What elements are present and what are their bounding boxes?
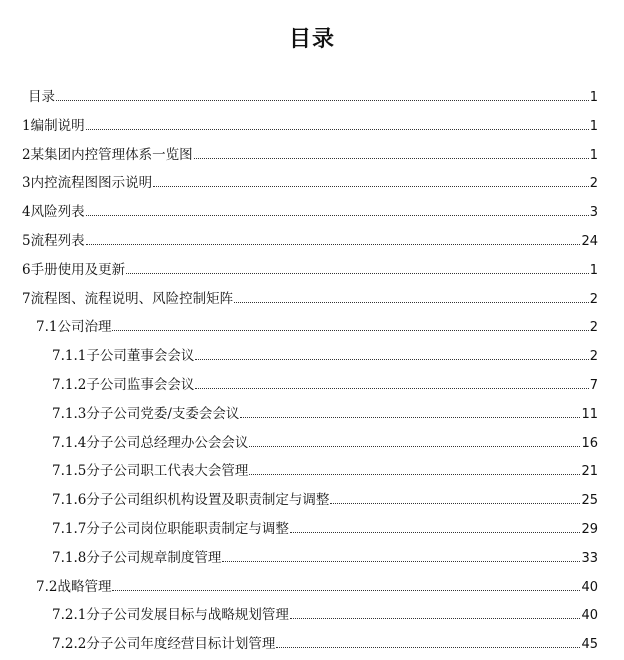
toc-entry[interactable]	[36, 578, 598, 596]
toc-entry[interactable]	[22, 117, 598, 135]
toc-entry-page-number: 40	[581, 579, 598, 595]
toc-entry-label: 7流程图、流程说明、风险控制矩阵	[22, 290, 234, 307]
toc-entry[interactable]	[52, 635, 598, 653]
toc-entry-page-number: 7	[589, 378, 598, 393]
toc-entry[interactable]	[22, 290, 598, 308]
toc-entry[interactable]	[52, 520, 598, 538]
dot-leader	[195, 388, 588, 389]
dot-leader	[86, 244, 581, 245]
toc-entry[interactable]	[22, 203, 598, 221]
toc-entry-page-number: 2	[589, 349, 598, 365]
toc-entry-page-number: 16	[581, 435, 598, 451]
dot-leader	[86, 129, 589, 130]
dot-leader	[234, 302, 589, 303]
toc-entry-label: 7.1.5分子公司职工代表大会管理	[52, 463, 249, 480]
dot-leader	[330, 503, 580, 504]
dot-leader	[153, 186, 589, 187]
toc-entry[interactable]	[52, 347, 598, 365]
toc-entry-page-number: 2	[589, 320, 598, 336]
toc-entry-label: 7.1.4分子公司总经理办公会会议	[52, 434, 249, 451]
toc-entry-page-number: 1	[589, 118, 598, 134]
toc-entry-label: 7.1.8分子公司规章制度管理	[52, 549, 222, 566]
toc-entry[interactable]	[22, 261, 598, 279]
dot-leader	[240, 417, 580, 418]
toc-entry-label: 7.2.1分子公司发展目标与战略规划管理	[52, 607, 289, 624]
toc-entry[interactable]	[52, 491, 598, 509]
toc-entry-page-number: 2	[589, 291, 598, 307]
toc-entry-page-number: 21	[581, 464, 598, 480]
toc-entry-label: 3内控流程图图示说明	[22, 175, 153, 192]
toc-entry-label: 7.1.7分子公司岗位职能职责制定与调整	[52, 521, 289, 537]
toc-entry-label: 5流程列表	[22, 233, 85, 249]
toc-entry-label: 7.2战略管理	[36, 578, 112, 595]
dot-leader	[276, 647, 580, 648]
toc-entry[interactable]	[28, 88, 598, 106]
dot-leader	[112, 330, 588, 331]
toc-entry-page-number: 11	[581, 406, 598, 422]
toc-entry[interactable]	[22, 174, 598, 192]
page-title: 目录	[288, 27, 335, 52]
toc-entry-label: 7.1.2子公司监事会会议	[52, 377, 195, 393]
toc-entry-label: 7.1公司治理	[36, 319, 112, 336]
toc-entry[interactable]	[52, 606, 598, 624]
toc-entry-page-number: 1	[589, 262, 598, 278]
toc-entry-page-number: 3	[589, 205, 598, 221]
toc-entry-label: 目录	[28, 89, 55, 105]
toc-entry-page-number: 33	[581, 550, 598, 566]
dot-leader	[249, 474, 580, 475]
dot-leader	[195, 359, 588, 360]
toc-entry-label: 6手册使用及更新	[22, 261, 126, 278]
toc-entry[interactable]	[52, 462, 598, 480]
toc-entry-page-number: 1	[589, 90, 598, 105]
dot-leader	[56, 100, 589, 101]
toc-entry[interactable]	[36, 318, 598, 336]
toc-entry-label: 7.2.2分子公司年度经营目标计划管理	[52, 636, 276, 653]
toc-entry-label: 1编制说明	[22, 117, 85, 134]
toc-entry[interactable]	[22, 232, 598, 250]
dot-leader	[112, 590, 580, 591]
dot-leader	[290, 618, 581, 619]
toc-entry-page-number: 45	[581, 637, 598, 653]
toc-entry-label: 4风险列表	[22, 204, 85, 221]
toc-entry-label: 7.1.1子公司董事会会议	[52, 348, 195, 365]
toc-entry-page-number: 29	[581, 522, 598, 537]
toc-entry[interactable]	[52, 549, 598, 567]
toc-entry-page-number: 2	[589, 176, 598, 192]
toc-entry-page-number: 25	[581, 493, 598, 509]
dot-leader	[290, 532, 581, 533]
dot-leader	[194, 158, 589, 159]
toc-entry[interactable]	[52, 434, 598, 452]
toc-entry-page-number: 1	[589, 147, 598, 163]
toc-entry-page-number: 40	[581, 608, 598, 624]
dot-leader	[126, 273, 589, 274]
toc-entry[interactable]	[52, 376, 598, 394]
toc-entry-label: 7.1.3分子公司党委/支委会会议	[52, 405, 240, 422]
dot-leader	[86, 215, 589, 216]
toc-entry-label: 7.1.6分子公司组织机构设置及职责制定与调整	[52, 492, 330, 509]
toc-entry-page-number: 24	[581, 234, 598, 249]
dot-leader	[249, 446, 580, 447]
toc-entry-label: 2某集团内控管理体系一览图	[22, 146, 193, 163]
toc-entry[interactable]	[22, 146, 598, 164]
dot-leader	[222, 561, 580, 562]
toc-entry[interactable]	[52, 405, 598, 423]
